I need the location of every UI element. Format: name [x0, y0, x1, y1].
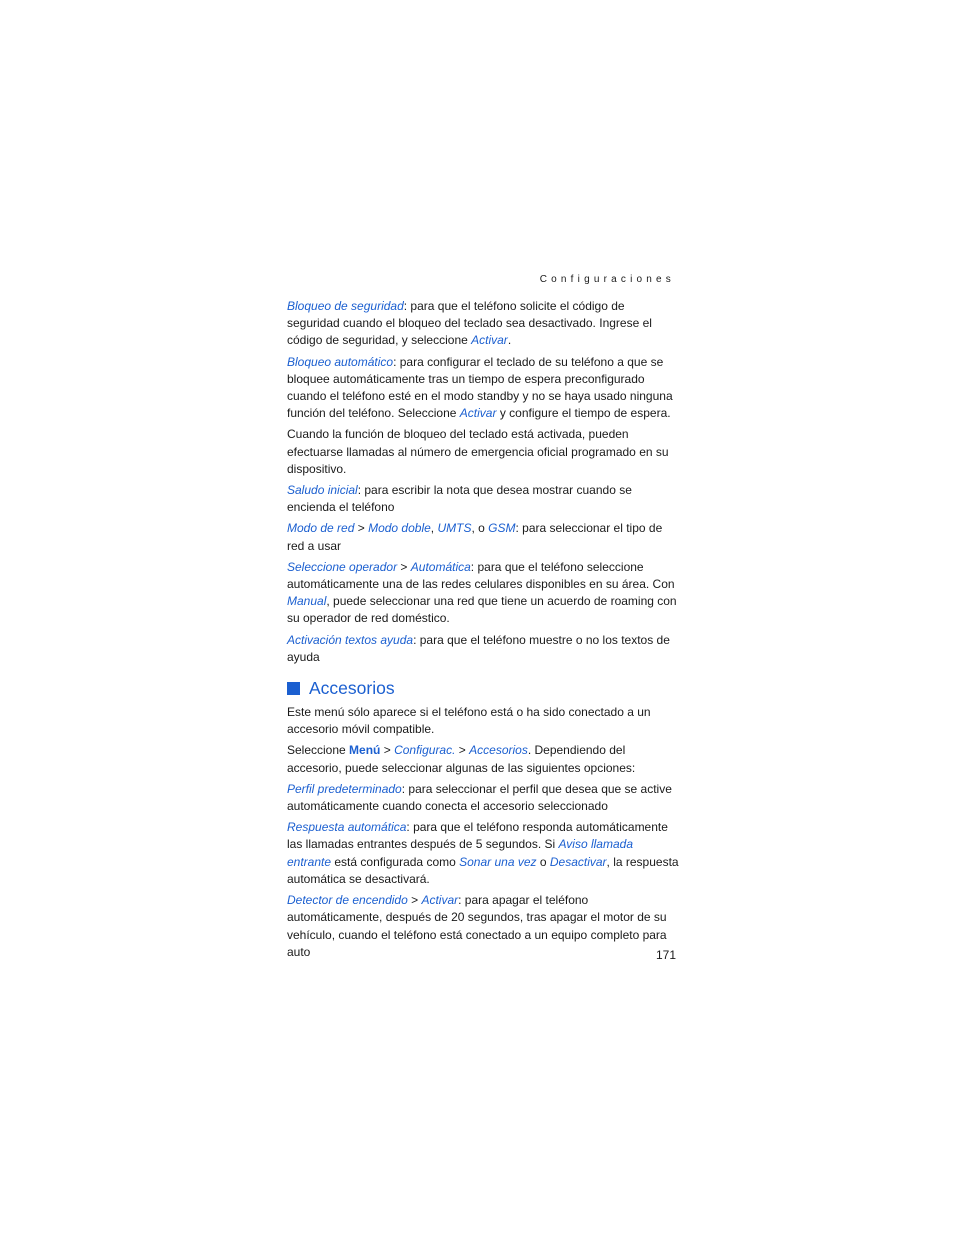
paragraph-accesorios-select: [287, 742, 679, 776]
link-saludo-inicial[interactable]: Saludo inicial: [287, 483, 358, 498]
separator: >: [380, 743, 395, 758]
link-activar[interactable]: Activar: [459, 406, 497, 421]
link-modo-red[interactable]: Modo de red: [287, 521, 355, 536]
separator: >: [397, 559, 411, 574]
section-title: Accesorios: [309, 678, 395, 699]
paragraph-perfil-predeterminado: [287, 781, 679, 815]
text: o: [536, 854, 550, 869]
paragraph-seleccione-operador: [287, 559, 679, 628]
link-accesorios[interactable]: Accesorios: [469, 743, 528, 758]
separator: >: [407, 893, 422, 908]
text: : para que el teléfono muestre o no los textos de ayuda: [287, 632, 670, 664]
link-respuesta-automatica[interactable]: Respuesta automática: [287, 820, 407, 835]
text: Cuando la función de bloqueo del teclado está activada, pueden efectuarse llamadas al número de emergencia oficial programado en su dispositivo.: [287, 427, 669, 476]
text: : para que el teléfono responda automáticamente las llamadas entrantes después de 5 segundos. Si: [287, 820, 668, 852]
link-seleccione-operador[interactable]: Seleccione operador: [287, 559, 398, 574]
text: Seleccione: [287, 743, 350, 758]
link-umts[interactable]: UMTS: [437, 521, 472, 536]
separator: >: [354, 521, 369, 536]
running-header: Configuraciones: [539, 274, 675, 285]
link-bloqueo-automatico[interactable]: Bloqueo automático: [287, 354, 394, 369]
text: : para seleccionar el tipo de red a usar: [287, 521, 663, 553]
link-detector-encendido[interactable]: Detector de encendido: [287, 893, 408, 908]
text: : para que el teléfono solicite el código de seguridad cuando el bloqueo del teclado sea desactivado. Ingrese el código de seguridad, y seleccione: [287, 299, 652, 348]
paragraph-respuesta-automatica: [287, 819, 679, 888]
text: : para que el teléfono seleccione automáticamente una de las redes celulares disponibles en su área. Con: [287, 559, 675, 592]
paragraph-emergencia: [287, 426, 679, 478]
link-perfil-predeterminado[interactable]: Perfil predeterminado: [287, 781, 402, 796]
text: , la respuesta automática se desactivará.: [287, 854, 679, 886]
text: : para seleccionar el perfil que desea que se active automáticamente cuando conecta el accesorio seleccionado: [287, 781, 672, 814]
section-heading: [287, 678, 679, 698]
link-desactivar[interactable]: Desactivar: [549, 854, 607, 869]
paragraph-activacion-textos: [287, 632, 679, 666]
text: está configurada como: [331, 854, 460, 869]
separator: , o: [471, 521, 489, 536]
page-content: [287, 298, 679, 965]
text: : para escribir la nota que desea mostrar cuando se encienda el teléfono: [287, 483, 632, 515]
separator: >: [455, 743, 470, 758]
text: y configure el tiempo de espera.: [496, 406, 671, 421]
link-aviso-llamada-entrante[interactable]: Aviso llamada entrante: [287, 837, 633, 869]
text: , puede seleccionar una red que tiene un acuerdo de roaming con su operador de red doméstico.: [287, 594, 677, 626]
paragraph-bloqueo-seguridad: [287, 298, 679, 350]
text: .: [507, 333, 512, 348]
link-activar[interactable]: Activar: [471, 333, 508, 348]
link-configurac[interactable]: Configurac.: [394, 743, 456, 758]
link-gsm[interactable]: GSM: [488, 521, 516, 536]
link-activar[interactable]: Activar: [421, 893, 459, 908]
link-modo-doble[interactable]: Modo doble: [368, 521, 431, 536]
link-automatica[interactable]: Automática: [410, 559, 471, 574]
link-bloqueo-seguridad[interactable]: Bloqueo de seguridad: [287, 299, 404, 313]
link-sonar-una-vez[interactable]: Sonar una vez: [459, 854, 537, 869]
text: Este menú sólo aparece si el teléfono está o ha sido conectado a un accesorio móvil compatible.: [287, 705, 651, 737]
link-menu[interactable]: Menú: [349, 743, 381, 758]
text: . Dependiendo del accesorio, puede seleccionar algunas de las siguientes opciones:: [287, 743, 636, 775]
link-manual[interactable]: Manual: [287, 594, 327, 609]
paragraph-accesorios-intro: [287, 704, 679, 738]
page-number: 171: [655, 948, 676, 962]
link-activacion-textos-ayuda[interactable]: Activación textos ayuda: [287, 632, 414, 647]
separator: ,: [430, 521, 438, 536]
section-square-icon: [287, 682, 300, 695]
text: : para configurar el teclado de su teléfono a que se bloquee automáticamente tras un tiempo de espera preconfigurado cuando el teléfono esté en el modo standby y no se haya usado ninguna función del teléfono. Seleccione: [287, 354, 673, 421]
text: : para apagar el teléfono automáticamente, después de 20 segundos, tras apagar el motor de su vehículo, cuando el teléfono está conectado a un equipo completo para auto: [287, 893, 667, 959]
paragraph-saludo-inicial: [287, 482, 679, 516]
paragraph-modo-red: [287, 520, 679, 554]
paragraph-bloqueo-automatico: [287, 354, 679, 423]
